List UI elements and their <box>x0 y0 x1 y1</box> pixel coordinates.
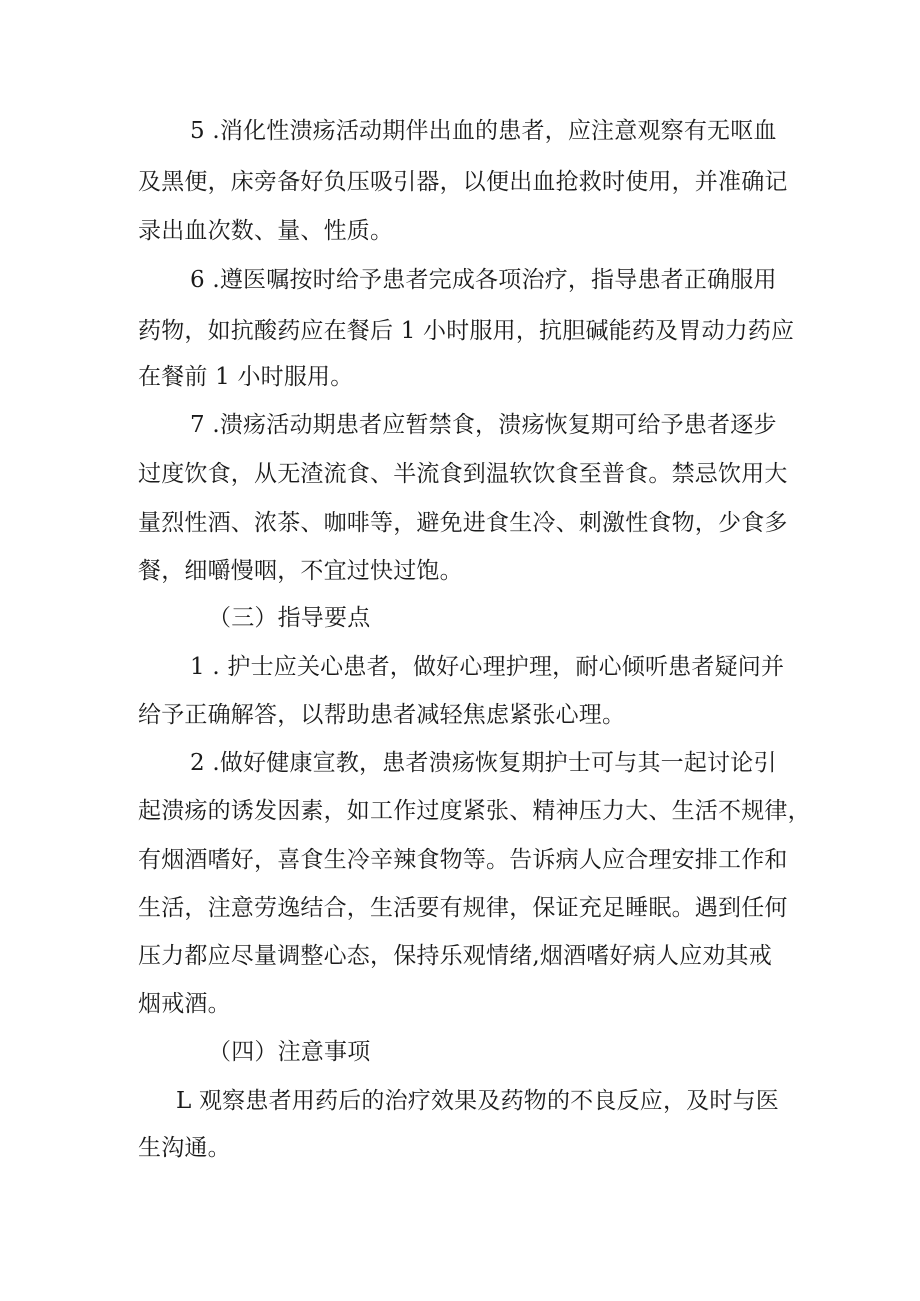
item-7-line-2: 过度饮食，从无渣流食、半流食到温软饮食至普食。禁忌饮用大 <box>138 461 788 487</box>
guide-2-line-3: 有烟酒嗜好，喜食生冷辛辣食物等。告诉病人应合理安排工作和 <box>138 847 788 873</box>
item-5-line-1: 5 .消化性溃疡活动期伴出血的患者，应注意观察有无呕血 <box>190 118 777 144</box>
item-7-line-3: 量烈性酒、浓茶、咖啡等，避免进食生冷、刺激性食物，少食多 <box>138 510 788 536</box>
note-1-line-2: 生沟通。 <box>138 1135 231 1161</box>
item-5-line-2: 及黑便，床旁备好负压吸引器，以便出血抢救时使用，并准确记 <box>138 169 788 195</box>
item-7-line-4: 餐，细嚼慢咽，不宜过快过饱。 <box>138 558 463 584</box>
guide-1-line-2: 给予正确解答，以帮助患者减轻焦虑紧张心理。 <box>138 702 626 728</box>
section-heading-precautions: （四）注意事项 <box>208 1039 371 1065</box>
item-5-line-3: 录出血次数、量、性质。 <box>138 218 394 244</box>
guide-1-line-1: 1 . 护士应关心患者，做好心理护理，耐心倾听患者疑问并 <box>190 654 785 680</box>
guide-2-line-4: 生活，注意劳逸结合，生活要有规律，保证充足睡眠。遇到任何 <box>138 895 788 921</box>
note-1-line-1: L 观察患者用药后的治疗效果及药物的不良反应，及时与医 <box>176 1088 779 1114</box>
item-7-line-1: 7 .溃疡活动期患者应暂禁食，溃疡恢复期可给予患者逐步 <box>190 412 777 438</box>
item-6-line-3: 在餐前 1 小时服用。 <box>138 364 354 390</box>
item-6-line-1: 6 .遵医嘱按时给予患者完成各项治疗，指导患者正确服用 <box>190 267 777 293</box>
section-heading-guidance: （三）指导要点 <box>208 605 371 631</box>
guide-2-line-5: 压力都应尽量调整心态，保持乐观情绪,烟酒嗜好病人应劝其戒 <box>138 943 772 969</box>
item-6-line-2: 药物，如抗酸药应在餐后 1 小时服用，抗胆碱能药及胃动力药应 <box>138 318 795 344</box>
guide-2-line-6: 烟戒酒。 <box>138 991 231 1017</box>
guide-2-line-1: 2 .做好健康宣教，患者溃疡恢复期护士可与其一起讨论引 <box>190 750 777 776</box>
guide-2-line-2: 起溃疡的诱发因素，如工作过度紧张、精神压力大、生活不规律， <box>138 798 811 824</box>
